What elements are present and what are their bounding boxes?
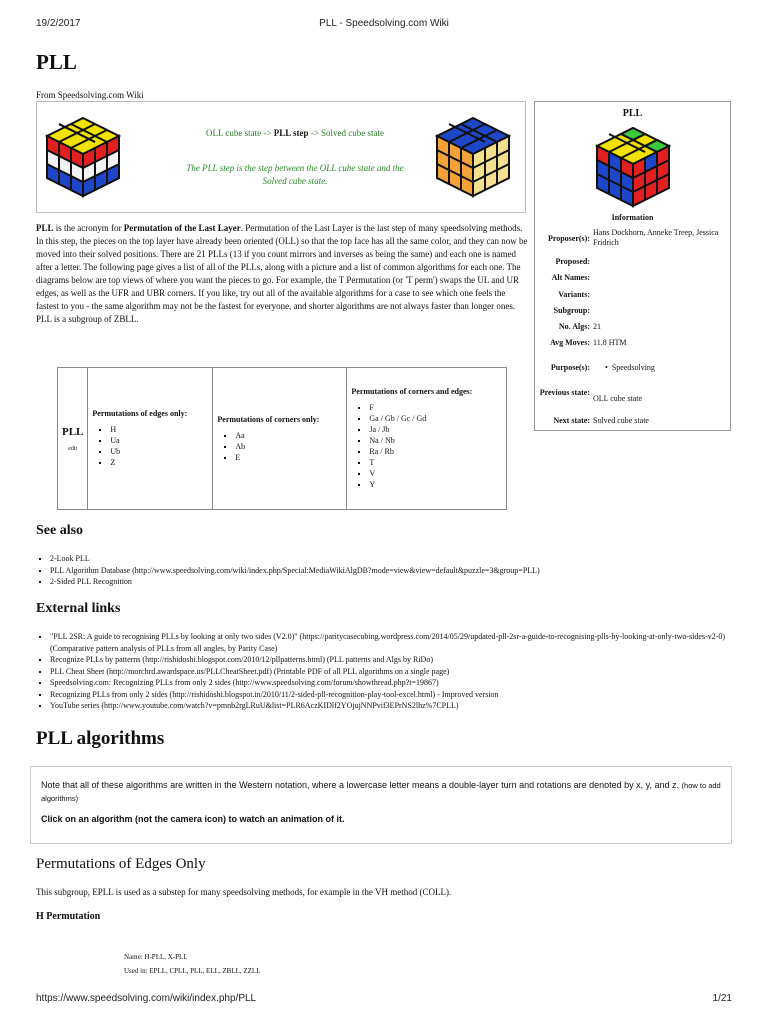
term-expansion: Permutation of the Last Layer bbox=[123, 223, 241, 233]
intro-paragraph bbox=[36, 222, 528, 326]
pll-case-link[interactable]: ▪ Aa bbox=[235, 430, 342, 441]
previous-state-link[interactable]: OLL cube state bbox=[593, 394, 643, 403]
infobox-key: Avg Moves: bbox=[549, 338, 590, 347]
corners-header: Permutations of corners only: bbox=[217, 414, 320, 424]
pll-case-link[interactable]: ▪ T bbox=[369, 457, 502, 468]
h-perm-heading: H Permutation bbox=[36, 911, 101, 922]
infobox-key: Variants: bbox=[558, 290, 590, 299]
print-title: PLL - Speedsolving.com Wiki bbox=[319, 18, 449, 29]
infobox bbox=[534, 101, 731, 431]
table-label-cell bbox=[58, 368, 88, 510]
edges-header: Permutations of edges only: bbox=[92, 409, 188, 418]
see-also-heading: See also bbox=[36, 523, 84, 538]
pll-case-link[interactable]: ▪ E bbox=[235, 452, 342, 463]
infobox-key: No. Algs: bbox=[558, 322, 590, 331]
prev-state-link[interactable]: OLL cube state bbox=[205, 128, 262, 138]
bullet: • bbox=[605, 363, 612, 372]
pll-algorithms-heading: PLL algorithms bbox=[36, 728, 165, 749]
step-description: The PLL step is the step between the OLL cube state and the Solved cube state. bbox=[186, 163, 404, 186]
notation-note-box bbox=[30, 766, 732, 844]
external-link[interactable]: ▪ PLL Cheat Sheet (http://morchrd.awardspace.us/PLLCheatSheet.pdf) (Printable PDF of all PLL algorithms on a single page) bbox=[50, 666, 732, 678]
term: PLL bbox=[36, 223, 54, 233]
print-date: 19/2/2017 bbox=[36, 18, 81, 29]
pll-case-link[interactable]: ▪ Ua bbox=[110, 435, 208, 446]
purpose-link[interactable]: Speedsolving bbox=[611, 363, 655, 372]
table-label: PLL bbox=[62, 425, 84, 438]
pll-case-link[interactable]: ▪ Ja / Jb bbox=[369, 424, 502, 435]
from-wiki: From Speedsolving.com Wiki bbox=[36, 90, 144, 100]
infobox-subtitle: Information bbox=[611, 213, 654, 222]
current-step: PLL step bbox=[273, 128, 309, 138]
oll-cube-image[interactable] bbox=[45, 116, 121, 198]
infobox-value bbox=[605, 363, 739, 373]
next-state-link[interactable]: Solved cube state bbox=[593, 416, 649, 425]
pll-case-link[interactable]: ▪ V bbox=[369, 468, 502, 479]
pll-case-link[interactable]: ▪ Z bbox=[110, 457, 208, 468]
print-url: https://www.speedsolving.com/wiki/index.php/PLL bbox=[36, 993, 257, 1004]
external-link[interactable]: ▪ Recognizing PLLs from only 2 sides (http://rishidoshi.blogspot.in/2010/11/2-sided-pll-recognition-play-tool-excel.html) - Improved version bbox=[50, 689, 732, 701]
intro-body: . Permutation of the Last Layer is the last step of many speedsolving methods. In this step, the pieces on the top layer have already been oriented (OLL) so that the top face has all the same color, and they can now be moved into their solved positions. There are 21 PLLs (13 if you count mirrors and inverses as being the same) and each one is named after a letter. The following page gives a list of all of the PLLs, along with a picture and a list of common algorithms for each one. The diagrams below are top views of where you want the pieces to go. For example, the T Permutation (or 'T perm') swaps the UL and UR edges, as well as the UFR and UBR corners. If you like, try out all of the available algorithms for a case to see which one feels the fastest to you - the same algorithm may not be the fastest for everyone, and shorter algorithms are not always faster than longer ones. PLL is a subgroup of ZBLL. bbox=[36, 223, 528, 324]
edges-cell bbox=[88, 368, 213, 510]
arrow: -> bbox=[308, 128, 322, 138]
infobox-value: 11.8 HTM bbox=[593, 338, 627, 347]
edges-only-text: This subgroup, EPLL is used as a substep for many speedsolving methods, for example in the VH method (COLL). bbox=[36, 887, 452, 897]
print-footer bbox=[36, 993, 732, 1007]
see-also-link[interactable]: ▪ 2-Look PLL bbox=[50, 553, 732, 565]
infobox-key: Alt Names: bbox=[551, 273, 590, 282]
infobox-key: Previous state: bbox=[539, 388, 590, 397]
infobox-key: Proposed: bbox=[555, 257, 590, 266]
pll-cases-table bbox=[57, 367, 507, 510]
click-note: Click on an algorithm (not the camera icon) to watch an animation of it. bbox=[41, 814, 345, 824]
infobox-key: Next state: bbox=[553, 416, 590, 425]
arrow: -> bbox=[261, 128, 274, 138]
step-flow bbox=[185, 128, 405, 138]
pll-case-link[interactable]: ▪ Na / Nb bbox=[369, 435, 502, 446]
see-also-list bbox=[36, 553, 732, 588]
infobox-key: Subgroup: bbox=[553, 306, 590, 315]
external-links-list bbox=[36, 631, 732, 712]
infobox-key: Purpose(s): bbox=[550, 363, 590, 372]
pll-case-link[interactable]: ▪ Ab bbox=[235, 441, 342, 452]
both-cell bbox=[347, 368, 507, 510]
intro-text: is the acronym for bbox=[53, 223, 124, 233]
infobox-value: Hans Dockhorn, Anneke Treep, Jessica Fridrich bbox=[593, 228, 719, 247]
see-also-link[interactable]: ▪ 2-Sided PLL Recognition bbox=[50, 576, 732, 588]
external-links-heading: External links bbox=[36, 601, 121, 616]
external-link[interactable]: ▪ Speedsolving.com: Recognizing PLLs from only 2 sides (http://www.speedsolving.com/forum/showthread.php?t=19867) bbox=[50, 677, 732, 689]
external-link[interactable]: ▪ "PLL 2SR: A guide to recognising PLLs by looking at only two sides (V2.0)" (https://paritycasecubing.wordpress.com/2014/05/29/updated-pll-2sr-a-guide-to-recognising-plls-by-looking-at-only-two-sides-v2-0) (Comparative pattern analysis of PLLs from all angles, by Parity Case) bbox=[50, 631, 732, 654]
corners-cell bbox=[213, 368, 347, 510]
case-used-in: Used in: EPLL, CPLL, PLL, ELL, ZBLL, ZZLL bbox=[124, 967, 261, 975]
both-header: Permutations of corners and edges: bbox=[351, 387, 473, 396]
notation-note: Note that all of these algorithms are written in the Western notation, where a lowercase letter means a double-layer turn and rotations are denoted by x, y, and z. bbox=[41, 780, 680, 790]
infobox-title: PLL bbox=[622, 108, 643, 119]
external-link[interactable]: ▪ YouTube series (http://www.youtube.com/watch?v=pmnb2rgLRuU&list=PLR6AczKIDlf2YOjujNNPvif3EPrNS2lhz%7CPLL) bbox=[50, 700, 732, 712]
print-header bbox=[36, 18, 732, 32]
page-number: 1/21 bbox=[712, 993, 732, 1004]
edit-link[interactable]: edit bbox=[68, 445, 78, 452]
pll-case-link[interactable]: ▪ Ra / Rb bbox=[369, 446, 502, 457]
pll-case-link[interactable]: ▪ Y bbox=[369, 479, 502, 490]
pll-case-link[interactable]: ▪ F bbox=[369, 402, 502, 413]
how-to-add-link[interactable]: (how to add algorithms) bbox=[41, 781, 721, 803]
page-title: PLL bbox=[36, 50, 77, 74]
next-state-link[interactable]: Solved cube state bbox=[321, 128, 385, 138]
solved-cube-image[interactable] bbox=[435, 116, 511, 198]
infobox-value: 21 bbox=[593, 322, 601, 331]
pll-case-link[interactable]: ▪ Ub bbox=[110, 446, 208, 457]
pll-case-link[interactable]: ▪ H bbox=[110, 424, 208, 435]
step-navigation-box bbox=[36, 101, 526, 213]
infobox-key: Proposer(s): bbox=[547, 234, 590, 243]
case-names: Name: H-PLL, X-PLL bbox=[124, 953, 188, 961]
edges-only-heading: Permutations of Edges Only bbox=[36, 856, 206, 872]
see-also-link[interactable]: ▪ PLL Algorithm Database (http://www.speedsolving.com/wiki/index.php/Special:MediaWikiAlgDB?mode=view&view=default&puzzle=3&group=PLL) bbox=[50, 565, 732, 577]
pll-case-link[interactable]: ▪ Ga / Gb / Gc / Gd bbox=[369, 413, 502, 424]
pll-cube-image[interactable] bbox=[595, 126, 671, 208]
external-link[interactable]: ▪ Recognize PLLs by patterns (http://rishidoshi.blogspot.com/2010/12/pllpatterns.html) (PLL patterns and Algs by RiDo) bbox=[50, 654, 732, 666]
